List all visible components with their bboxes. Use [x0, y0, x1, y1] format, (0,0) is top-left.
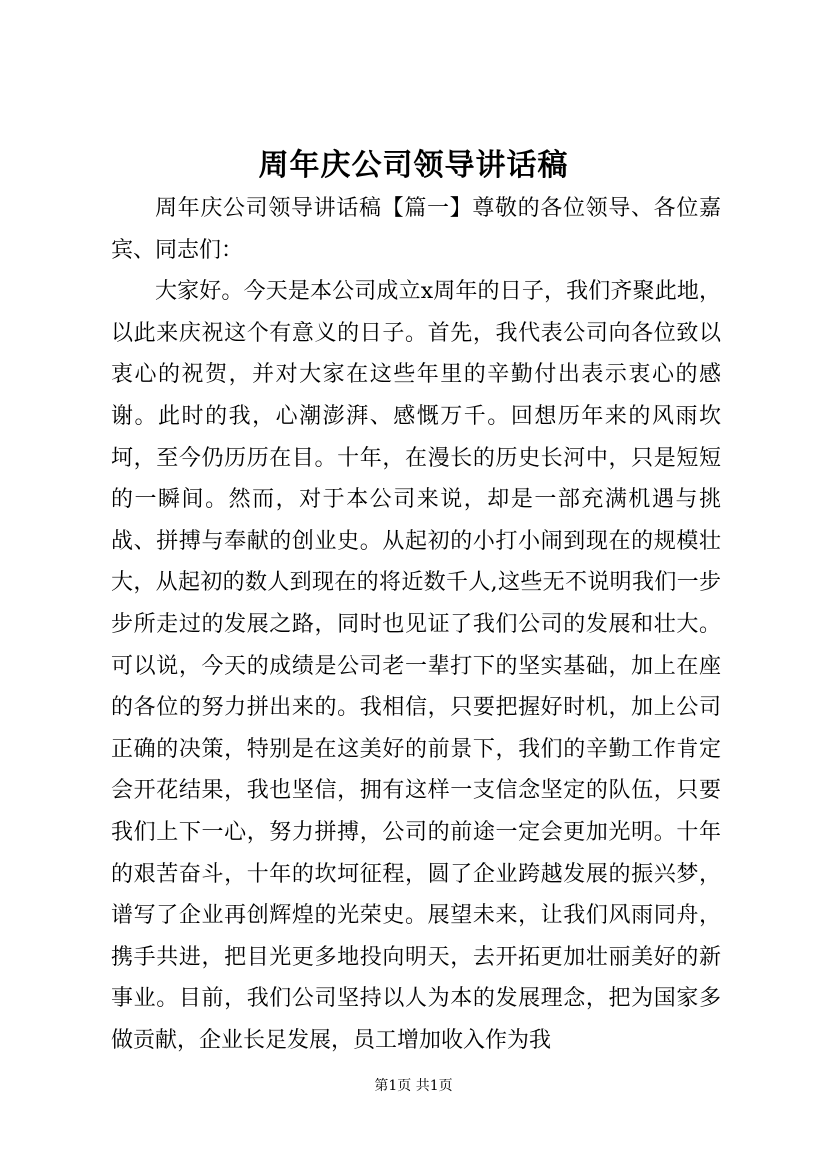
paragraph-speech-body: 大家好。今天是本公司成立x周年的日子，我们齐聚此地，以此来庆祝这个有意义的日子。首先，我代表公司向各位致以衷心的祝贺，并对大家在这些年里的辛勤付出表示衷心的感谢。此时的我，心潮澎湃、感慨万千。回想历年来的风雨坎坷，至今仍历历在目。十年，在漫长的历史长河中，只是短短的一瞬间。然而，对于本公司来说，却是一部充满机遇与挑战、拼搏与奉献的创业史。从起初的小打小闹到现在的规模壮大，从起初的数人到现在的将近数千人,这些无不说明我们一步步所走过的发展之路，同时也见证了我们公司的发展和壮大。可以说，今天的成绩是公司老一辈打下的坚实基础，加上在座的各位的努力拼出来的。我相信，只要把握好时机，加上公司正确的决策，特别是在这美好的前景下，我们的辛勤工作肯定会开花结果，我也坚信，拥有这样一支信念坚定的队伍，只要我们上下一心，努力拼搏，公司的前途一定会更加光明。十年的艰苦奋斗，十年的坎坷征程，圆了企业跨越发展的振兴梦，谱写了企业再创辉煌的光荣史。展望未来，让我们风雨同舟，携手共进，把目光更多地投向明天，去开拓更加壮丽美好的新事业。目前，我们公司坚持以人为本的发展理念，把为国家多做贡献，企业长足发展，员工增加收入作为我	[111, 279, 721, 1053]
paragraph-salutation: 周年庆公司领导讲话稿【篇一】尊敬的各位领导、各位嘉宾、同志们：	[111, 196, 721, 263]
page-footer: 第1页 共1页	[374, 1078, 453, 1094]
document-body	[111, 188, 721, 1061]
document-title: 周年庆公司领导讲话稿	[258, 148, 569, 183]
